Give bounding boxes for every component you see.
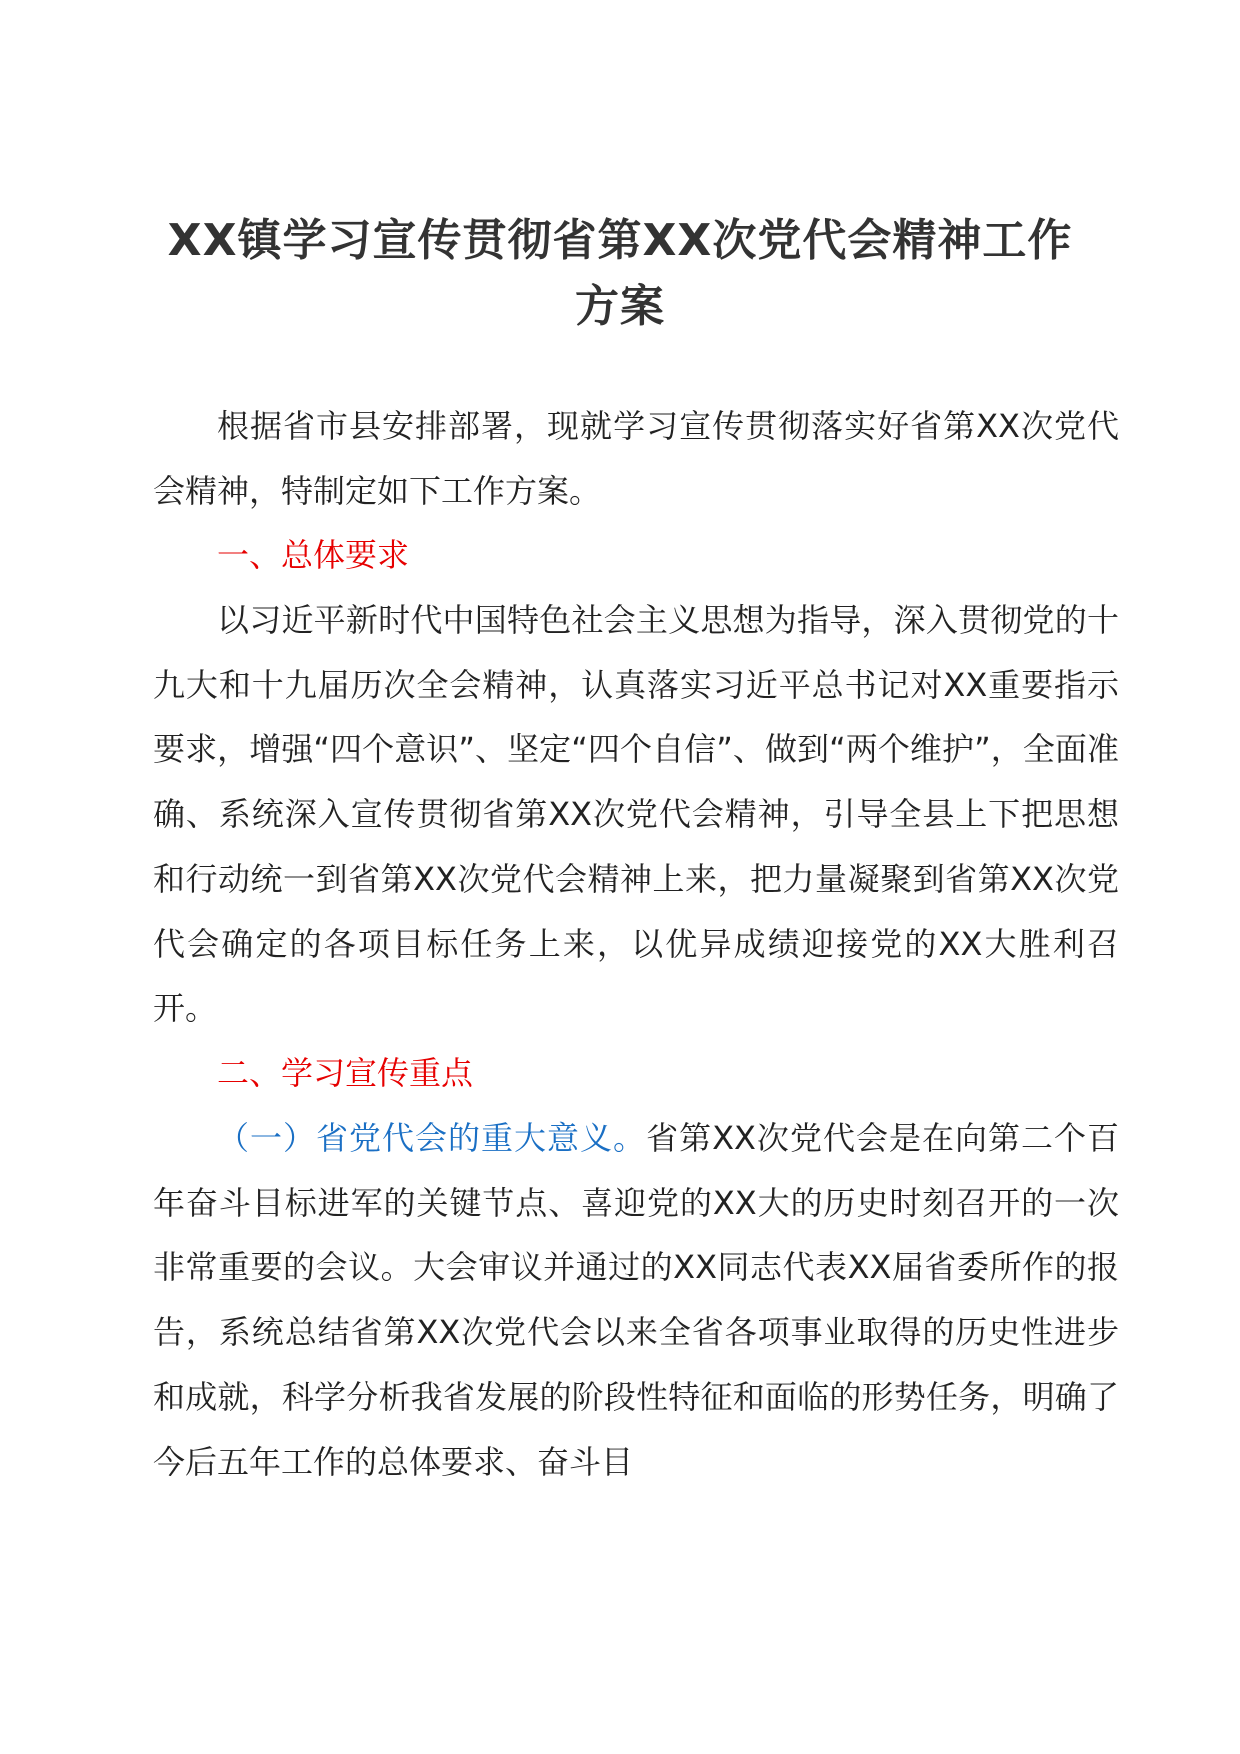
document-title: XX镇学习宣传贯彻省第XX次党代会精神工作方案 bbox=[167, 215, 1073, 332]
section-paragraph-general-requirements: 以习近平新时代中国特色社会主义思想为指导，深入贯彻党的十九大和十九届历次全会精神，认真落实习近平总书记对XX重要指示要求，增强“四个意识”、坚定“四个自信”、做到“两个维护”，全面准确、系统深入宣传贯彻省第XX次党代会精神，引导全县上下把思想和行动统一到省第XX次党代会精神上来，把力量凝聚到省第XX次党代会确定的各项目标任务上来，以优异成绩迎接党的XX大胜利召开。 bbox=[153, 601, 1119, 1028]
section-heading-general-requirements: 一、总体要求 bbox=[217, 536, 410, 574]
intro-paragraph: 根据省市县安排部署，现就学习宣传贯彻落实好省第XX次党代会精神，特制定如下工作方案。 bbox=[153, 407, 1119, 510]
section-heading-study-focus: 二、学习宣传重点 bbox=[217, 1054, 474, 1092]
paragraph-text: 省第XX次党代会是在向第二个百年奋斗目标进军的关键节点、喜迎党的XX大的历史时刻召开的一次非常重要的会议。大会审议并通过的XX同志代表XX届省委所作的报告，系统总结省第XX次党代会以来全省各项事业取得的历史性进步和成就，科学分析我省发展的阶段性特征和面临的形势任务，明确了今后五年工作的总体要求、奋斗目 bbox=[153, 1119, 1119, 1481]
subheading-significance: （一）省党代会的重大意义。 bbox=[217, 1119, 647, 1157]
section-paragraph-study-focus bbox=[153, 1106, 1119, 1494]
